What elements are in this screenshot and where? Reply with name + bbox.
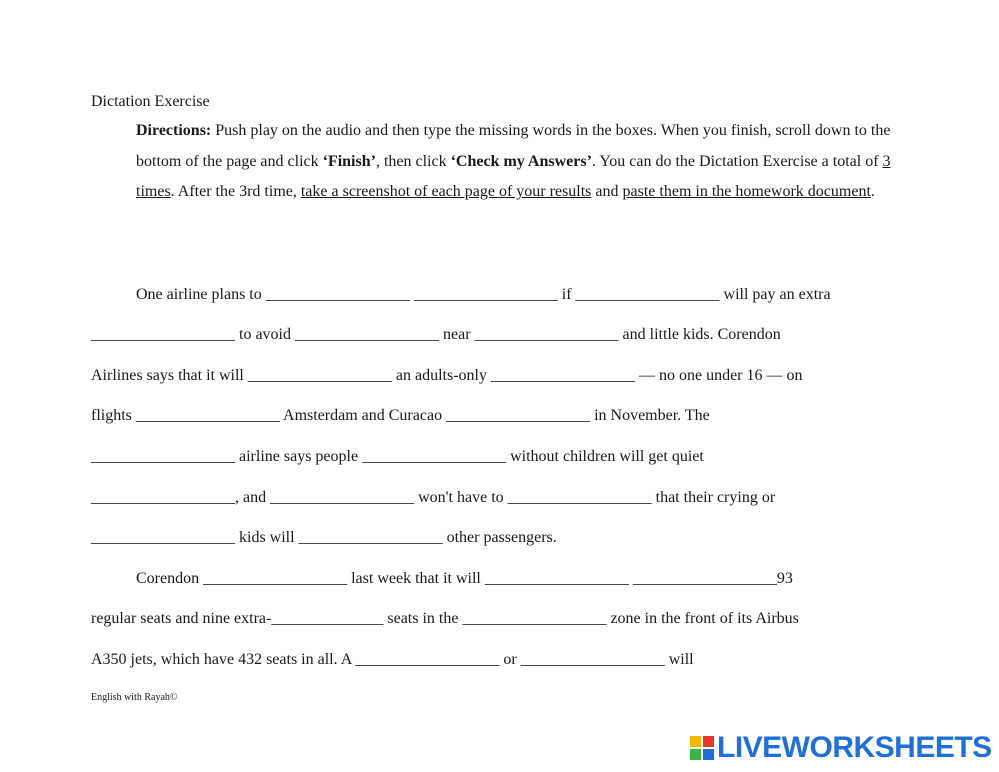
text-line-1: One airline plans to __________________ __________________ if __________________ will pay an extra <box>136 286 831 303</box>
text-line-5: __________________ airline says people __________________ without children will get quiet <box>91 448 704 465</box>
exercise-title: Dictation Exercise <box>91 93 210 110</box>
text-line-7: __________________ kids will __________________ other passengers. <box>91 529 557 546</box>
paste-instruction: paste them in the homework document <box>622 183 871 200</box>
footer-credit: English with Rayah© <box>91 692 178 703</box>
logo-square <box>703 736 714 747</box>
text-line-2: __________________ to avoid __________________ near __________________ and little kids. Corendon <box>91 326 781 343</box>
liveworksheets-logo-icon <box>690 736 714 760</box>
liveworksheets-logo <box>690 730 992 766</box>
text-line-3: Airlines says that it will __________________ an adults-only __________________ — no one under 16 — on <box>91 367 803 384</box>
logo-square <box>690 749 701 760</box>
directions-label: Directions: <box>136 122 212 139</box>
logo-square <box>703 749 714 760</box>
check-answers-label: ‘Check my Answers’ <box>450 152 592 170</box>
finish-label: ‘Finish’ <box>322 152 376 170</box>
text-line-9: regular seats and nine extra-______________ seats in the __________________ zone in the front of its Airbus <box>91 610 799 627</box>
directions-paragraph: Directions: Push play on the audio and then type the missing words in the boxes. When you finish, scroll down to the bottom of the page and click ‘Finish’, then click ‘Check my Answers’. You can do the Dictation Exercise a total of 3 times. After the 3rd time, take a screenshot of each page of your results and paste them in the homework document. <box>136 122 891 200</box>
logo-square <box>690 736 701 747</box>
screenshot-instruction: take a screenshot of each page of your results <box>300 183 592 200</box>
liveworksheets-logo-text: LIVEWORKSHEETS <box>717 731 992 764</box>
text-line-4: flights __________________ Amsterdam and Curacao __________________ in November. The <box>91 407 710 424</box>
times-underlined: 3 times <box>136 152 891 200</box>
text-line-8: Corendon __________________ last week that it will __________________ __________________93 <box>136 570 793 587</box>
text-line-10: A350 jets, which have 432 seats in all. A __________________ or __________________ will <box>91 651 694 668</box>
text-line-6: __________________, and __________________ won't have to __________________ that their crying or <box>91 489 776 506</box>
